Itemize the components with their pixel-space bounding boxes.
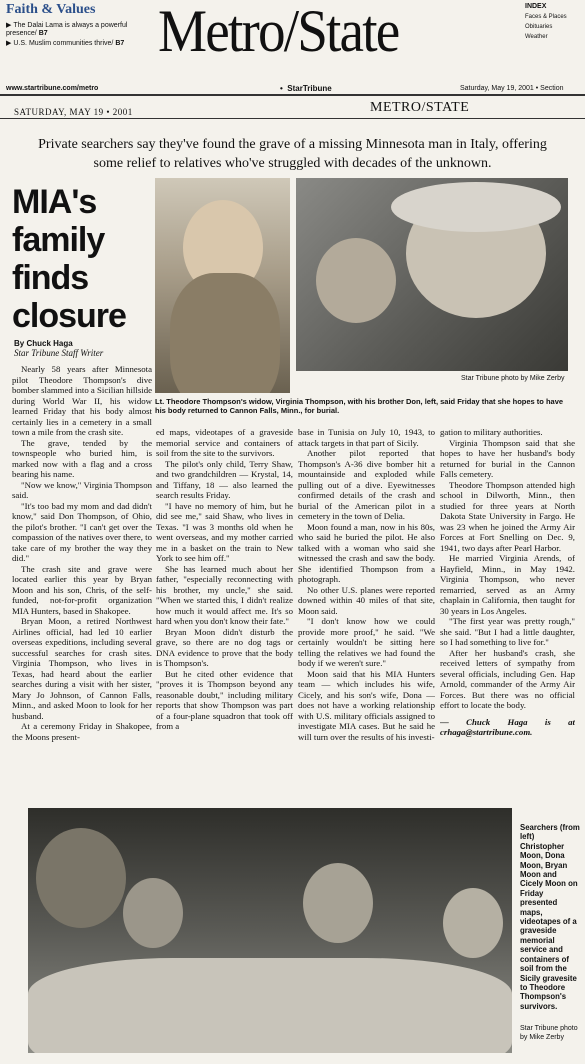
paper-logo (280, 84, 332, 93)
teaser-item (6, 40, 156, 48)
photo-credit: Star Tribune photo by Mike Zerby (461, 375, 565, 382)
paragraph: She has learned much about her father, "especially reconnecting with his brother, my uncle," she said. "When we started this, I didn't realize how much it would affect me. It's so hard when you don't know their fate." (156, 563, 293, 626)
article-column-3 (298, 427, 435, 802)
deck-summary: Private searchers say they've found the grave of a missing Minnesota man in Italy, offering some relief to relatives who've struggled with decades of the unknown. (38, 137, 547, 171)
teaser-page: B7 (38, 30, 48, 37)
arrow-icon: ▶ (6, 22, 12, 29)
paragraph: Virginia Thompson said that she hopes to have her husband's body returned for burial in the Cannon Falls cemetery. (440, 437, 575, 479)
paragraph: "Now we know," Virginia Thompson said. (12, 479, 152, 500)
paragraph: "It's too bad my mom and dad didn't know," said Don Thompson, of Ohio, the pilot's brother. "I can't get over the compassion of the natives over there, to take care of my brother the way they did." (12, 500, 152, 563)
paragraph: Another pilot reported that Thompson's A-36 dive bomber hit a mountainside and exploded while pulling out of a dive. Eyewitnesses confirmed details of the crash and burial of the American pilot in a cemetery in the town of Delia. (298, 448, 435, 521)
article-column-4 (440, 427, 575, 802)
paragraph: The crash site and grave were located earlier this year by Bryan Moon and his son, Chris, of the self-funded, not-for-profit organization MIA Hunters, based in Shakopee. (12, 563, 152, 616)
paragraph: The pilot's only child, Terry Shaw, and two grandchildren — Krystal, 14, and Tiffany, 18 — also learned the search results Friday. (156, 458, 293, 500)
photo-caption: Searchers (from left) Christopher Moon, Dona Moon, Bryan Moon and Cicely Moon on Friday presented maps, videotapes of a graveside memorial service and containers of soil from the Sicily gravesite to Theodore Thompson's survivors. (520, 823, 580, 1011)
article-column-2 (156, 427, 293, 802)
paper-logo-text: StarTribune (287, 84, 332, 93)
paragraph: Bryan Moon didn't disturb the grave, so there are no dog tags or DNA evidence to prove that the body is Thompson's. (156, 626, 293, 668)
paragraph: At a ceremony Friday in Shakopee, the Moons present- (12, 721, 152, 742)
top-dateline: Saturday, May 19, 2001 • Section (460, 85, 564, 92)
paragraph: But he cited other evidence that "proves it is Thompson beyond any reasonable doubt," including military reports that show Thompson was part of a four-plane squadron that took off from a (156, 668, 293, 731)
byline-title: Star Tribune Staff Writer (14, 348, 104, 358)
paragraph: ed maps, videotapes of a graveside memorial service and containers of soil from the site to the survivors. (156, 427, 293, 458)
index-item: Weather (525, 34, 548, 40)
index-heading: INDEX (525, 3, 547, 10)
paragraph: No other U.S. planes were reported downed within 40 miles of that site, Moon said. (298, 584, 435, 616)
divider (0, 94, 585, 96)
masthead-title: Metro/State (158, 0, 399, 64)
family-photo (296, 178, 568, 371)
paragraph: Theodore Thompson attended high school in Dilworth, Minn., then studied for three years at North Dakota State University in Fargo. He was 23 when he joined the Army Air Forces at Fort Snelling on Dec. 9, 1941, two days after Pearl Harbor. (440, 479, 575, 553)
teaser-text: The Dalai Lama is always a powerful presence/ (6, 22, 128, 37)
photo-credit: Star Tribune photo by Mike Zerby (520, 1025, 578, 1041)
index-box (525, 2, 583, 42)
portrait-photo (155, 178, 290, 393)
paragraph: The grave, tended by the townspeople who buried him, is marked now with a flag and a cross bearing his name. (12, 437, 152, 479)
paragraph: Nearly 58 years after Minnesota pilot Theodore Thompson's dive bomber slammed into a Sicilian hillside during World War II, his widow learned Friday that his body almost certainly lies in a cemetery in a small town a mile from the crash site. (12, 364, 152, 437)
headline: MIA's family finds closure (12, 183, 126, 335)
paragraph: He married Virginia Arends, of Hayfield, Minn., in May 1942. Virginia Thompson, who never remarried, served as an Army chaplain in California, then taught for 30 years in Los Angeles. (440, 553, 575, 616)
paragraph: gation to military authorities. (440, 427, 543, 437)
index-item: Faces & Places (525, 14, 567, 20)
section-label: METRO/STATE (370, 100, 470, 115)
teaser-page: B7 (115, 40, 125, 47)
paragraph: Moon said that his MIA Hunters team — which includes his wife, Cicely, and his son's wife, Dona — does not have a working relationship with U.S. military officials assigned to investigate MIA cases. But he said he will turn over the results of his investi- (298, 668, 435, 742)
paragraph: Moon found a man, now in his 80s, who said he buried the pilot. He also talked with a woman who said she witnessed the crash and saw the body. She identified Thompson from a photograph. (298, 521, 435, 584)
teaser-item (6, 22, 156, 38)
paragraph: Bryan Moon, a retired Northwest Airlines official, had led 10 earlier overseas expeditions, including several successful searches for crash sites. Virginia Thompson, who lives in Texas, had heard about the earlier searches during a visit with her sister, Mary Jo Johnson, of Cannon Falls, Minn., and asked Moon to look for her husband. (12, 616, 152, 721)
paragraph: base in Tunisia on July 10, 1943, to attack targets in that part of Sicily. (298, 427, 435, 448)
searchers-photo (28, 808, 512, 1053)
paragraph: "I don't know how we could provide more proof," he said. "We certainly wouldn't be sitting here telling the relatives we had found the body if we weren't sure." (298, 616, 435, 668)
website-url: www.startribune.com/metro (6, 85, 99, 92)
paragraph: "The first year was pretty rough," she said. "But I had a little daughter, so I had something to live for." (440, 616, 575, 647)
teaser-section-title: Faith & Values (6, 2, 96, 17)
divider (0, 118, 585, 119)
page-date: SATURDAY, MAY 19 • 2001 (14, 107, 133, 117)
author-signoff: — Chuck Haga is at crhaga@startribune.com. (440, 716, 575, 737)
byline-author: By Chuck Haga (14, 339, 73, 348)
paragraph: After her husband's crash, she received letters of sympathy from several officials, including Gen. Hap Arnold, commander of the Army Air Forces. But there was no official effort to locate the body. (440, 647, 575, 710)
article-column-1 (12, 364, 152, 802)
photo-caption: Lt. Theodore Thompson's widow, Virginia Thompson, with his brother Don, left, said Friday that she hopes to have his body returned to Cannon Falls, Minn., for burial. (155, 397, 564, 415)
bullet-icon: • (280, 84, 283, 93)
index-item: Obituaries (525, 24, 553, 30)
teaser-text: U.S. Muslim communities thrive/ (13, 40, 114, 47)
paragraph: "I have no memory of him, but he did see me," said Shaw, who lives in Texas. "I was 3 months old when he went overseas, and my mother carried me in a basket on the train to New York to see him off." (156, 500, 293, 563)
arrow-icon: ▶ (6, 40, 12, 47)
